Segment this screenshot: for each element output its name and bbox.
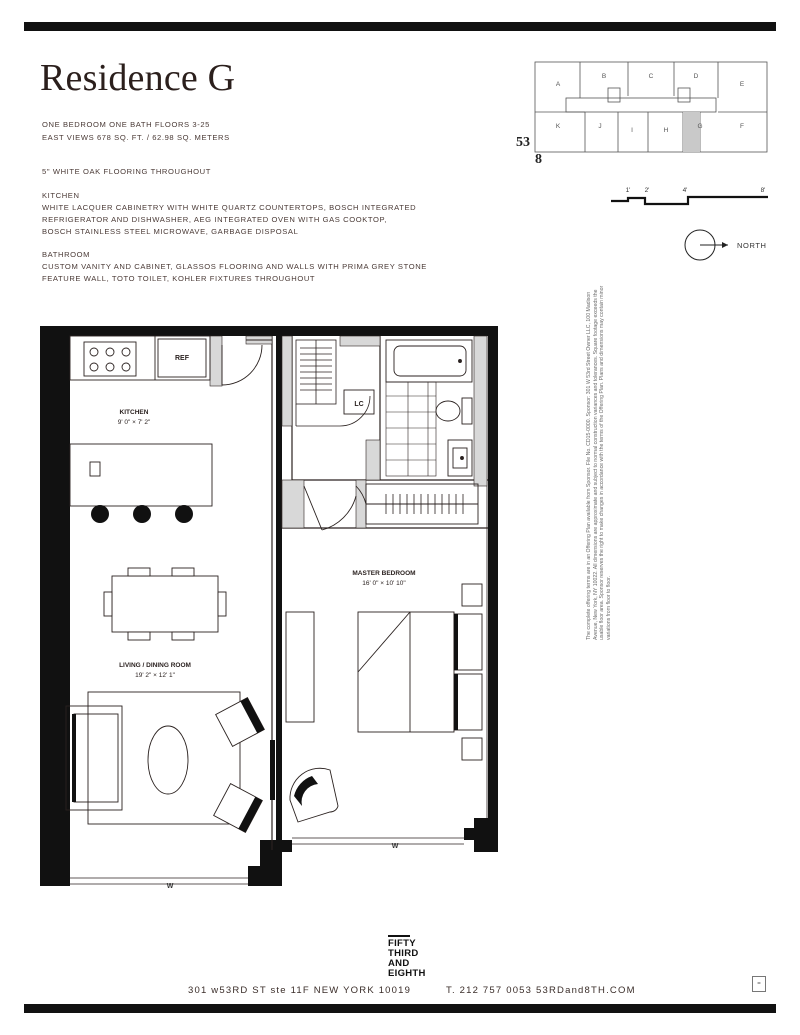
bath-heading: BATHROOM [42,250,91,259]
key-unit-i: I [631,127,633,134]
window-mark-living: W [166,883,174,890]
dining-chairs [104,568,226,640]
logo-line-2: THIRD [388,947,419,959]
bar-stools [91,505,193,523]
walk-in-closet [296,340,340,426]
footer-phone: T. 212 757 0053 [446,985,533,996]
key-unit-c: C [648,73,654,80]
key-plan-highlight [683,112,703,152]
kitchen-heading: KITCHEN [42,191,80,200]
master-bedroom-label: MASTER BEDROOM [352,570,416,577]
equal-housing-icon: = [752,976,766,992]
coffee-table [148,726,188,794]
key-unit-g: G [697,123,703,130]
key-avenue-8: 8 [535,152,542,167]
entry-door [222,340,272,385]
scale-bar [611,197,768,204]
lounge-chair-lower [214,784,263,833]
bottom-rule [24,1004,776,1013]
sofa-back [72,714,76,802]
north-arrow [685,230,728,260]
cooktop-burners [90,348,130,371]
brand-logo [388,935,426,979]
living-label: LIVING / DINING ROOM [119,662,191,669]
legal-disclaimer: The complete offering terms are in an Offering Plan available from Sponsor. File No. CD15-0000. Sponsor: 301 W 53rd Street Owner LLC, 100 Madison Avenue, New York, NY 10022. All dimensions are approximate and subject to normal construction variances and tolerances. Square footage exceeds the usable floor area. Sponsor reserves the right to make changes in accordance with the terms of the Offering Plan. Plans and dimensions may contain minor variations from floor to floor. [586,285,612,640]
key-street-53: 53 [516,135,530,150]
logo-line-4: EIGHTH [388,967,426,979]
scale-label-8: 8' [760,187,766,194]
bath-tile-grid [386,382,436,476]
kitchen-island [70,444,212,506]
dresser [286,612,314,722]
logo-rule [388,935,410,937]
bath-spec-1: CUSTOM VANITY AND CABINET, GLASSOS FLOORING AND WALLS WITH PRIMA GREY STONE [42,262,427,271]
footer-address: 301 w53RD ST ste 11F NEW YORK 10019 [188,985,412,996]
flooring-note: 5" WHITE OAK FLOORING THROUGHOUT [42,167,211,176]
bathtub [386,340,472,382]
kitchen-dimensions: 9' 0" × 7' 2" [117,419,151,426]
bed [358,612,454,732]
key-unit-j: J [598,123,602,130]
key-unit-f: F [740,123,744,130]
kitchen-label: KITCHEN [119,409,149,416]
key-unit-a: A [555,81,561,88]
toilet [436,398,472,424]
north-label: NORTH [737,241,767,250]
unit-area: EAST VIEWS 678 SQ. FT. / 62.98 SQ. METERS [42,133,230,142]
key-unit-e: E [739,81,745,88]
dining-table [112,576,218,632]
scale-label-2: 2' [644,187,650,194]
ref-label: REF [175,355,189,362]
area-rug [88,692,240,824]
living-dimensions: 19' 2" × 12' 1" [135,672,175,679]
lounge-chair-upper [216,698,265,747]
key-unit-b: B [601,73,607,80]
window-mark-bedroom: W [391,843,399,850]
lc-label: LC [354,401,364,408]
bath-spec-2: FEATURE WALL, TOTO TOILET, KOHLER FIXTURES THROUGHOUT [42,274,316,283]
residence-title: Residence G [40,57,236,99]
key-unit-d: D [693,73,699,80]
grey-wall-fills [210,336,487,528]
kitchen-counter [70,336,210,380]
bedroom-closet [366,484,478,524]
kitchen-spec-1: WHITE LACQUER CABINETRY WITH WHITE QUARTZ COUNTERTOPS, BOSCH INTEGRATED [42,203,417,212]
bed-pillows [454,614,482,730]
vanity-sink [448,440,472,476]
nightstands [462,584,482,760]
key-unit-k: K [555,123,561,130]
master-bedroom-dimensions: 16' 0" × 10' 10" [362,580,406,587]
scale-label-4: 4' [682,187,688,194]
key-unit-h: H [663,127,669,134]
footer-website[interactable]: 53RDand8TH.COM [536,985,636,996]
headboard [454,614,458,730]
kitchen-spec-2: REFRIGERATOR AND DISHWASHER, AEG INTEGRATED OVEN WITH GAS COOKTOP, [42,215,387,224]
scale-label-1: 1' [625,187,631,194]
logo-line-3: AND [388,957,410,969]
logo-line-1: FIFTY [388,937,416,949]
reading-chair [290,768,338,822]
tv-console [270,740,275,800]
kitchen-spec-3: BOSCH STAINLESS STEEL MICROWAVE, GARBAGE DISPOSAL [42,227,299,236]
unit-summary: ONE BEDROOM ONE BATH FLOORS 3-25 [42,120,211,129]
